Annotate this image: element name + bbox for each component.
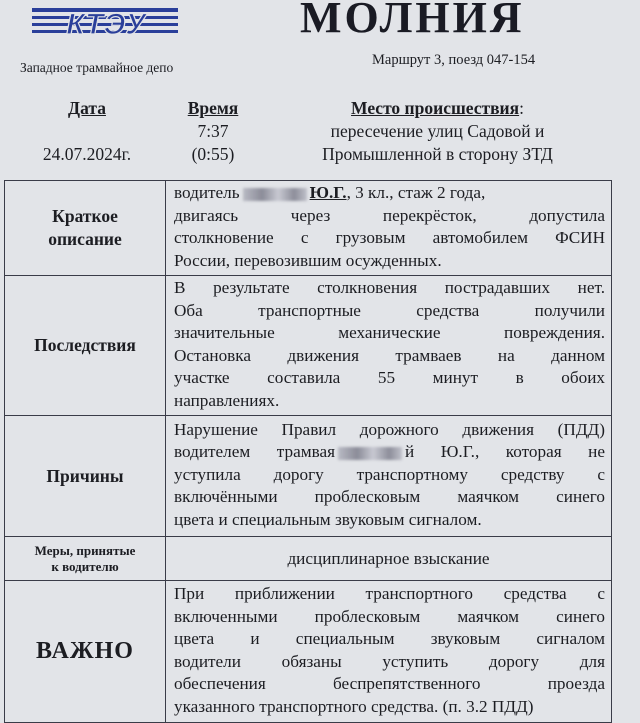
ktu-logo bbox=[30, 4, 180, 40]
route-info: Маршрут 3, поезд 047-154 bbox=[372, 52, 536, 68]
important-label: ВАЖНО bbox=[5, 581, 166, 723]
place-line: Промышленной в сторону ЗТД bbox=[322, 144, 553, 164]
causes-row bbox=[5, 416, 612, 537]
summary-text bbox=[166, 181, 612, 276]
important-line: указанного транспортного средства. (п. 3.2 ПДД) bbox=[174, 696, 534, 716]
causes-line: включёнными проблесковым маячком синего bbox=[174, 487, 605, 507]
summary-line: столкновение с грузовым автомобилем ФСИН bbox=[174, 228, 605, 247]
important-text bbox=[166, 581, 612, 723]
measures-label-line: к водителю bbox=[51, 558, 119, 574]
depot-name: Западное трамвайное депо bbox=[20, 60, 174, 75]
redacted-name-blur bbox=[243, 188, 307, 201]
consequences-label: Последствия bbox=[5, 276, 166, 416]
consequences-line: Оба транспортные средства получили bbox=[174, 300, 605, 320]
causes-label: Причины bbox=[5, 416, 166, 537]
consequences-text bbox=[166, 276, 612, 416]
important-line: включенными проблесковым маячком синего bbox=[174, 606, 605, 626]
summary-line: двигаясь через перекрёсток, допустила bbox=[174, 205, 605, 225]
date-block bbox=[22, 97, 152, 166]
date-label: Дата bbox=[68, 98, 106, 118]
important-row bbox=[5, 581, 612, 723]
important-line: водители обязаны уступить дорогу для bbox=[174, 651, 605, 671]
time-label: Время bbox=[187, 98, 239, 118]
causes-line-redacted bbox=[174, 441, 605, 464]
page-title: МОЛНИЯ bbox=[300, 0, 525, 42]
time-duration: (0:55) bbox=[191, 144, 235, 164]
logo-text: КТЭУ bbox=[66, 8, 146, 40]
ktu-logo-graphic bbox=[30, 4, 180, 40]
important-line: обеспечения беспрепятственного проезда bbox=[174, 674, 605, 693]
causes-line: Нарушение Правил дорожного движения (ПДД) bbox=[174, 419, 605, 439]
incident-table bbox=[4, 180, 612, 723]
measures-text: дисциплинарное взыскание bbox=[166, 537, 612, 581]
causes-pre: водителем трамвая bbox=[174, 442, 336, 462]
important-line: При приближении транспортного средства с bbox=[174, 584, 605, 603]
measures-label-line: Меры, принятые bbox=[34, 542, 136, 558]
causes-post: й Ю.Г., которая не bbox=[405, 442, 605, 462]
summary-line: России, перевозившим осужденных. bbox=[174, 250, 442, 270]
place-block bbox=[270, 97, 605, 166]
consequences-row bbox=[5, 276, 612, 416]
summary-label-line: описание bbox=[48, 229, 122, 249]
measures-row bbox=[5, 537, 612, 581]
causes-text bbox=[166, 416, 612, 537]
consequences-line: В результате столкновения пострадавших нет. bbox=[174, 278, 605, 297]
summary-pre: водитель bbox=[174, 183, 240, 202]
summary-line-first bbox=[174, 182, 605, 205]
place-line: пересечение улиц Садовой и bbox=[330, 121, 545, 141]
causes-line: уступила дорогу транспортному средству с bbox=[174, 464, 605, 484]
consequences-line: значительные механические повреждения. bbox=[174, 323, 605, 342]
time-block bbox=[168, 97, 258, 166]
consequences-line: участке составила 55 минут в обоих bbox=[174, 368, 605, 387]
causes-line: цвета и специальным звуковым сигналом. bbox=[174, 509, 482, 529]
place-label-colon: : bbox=[519, 98, 524, 118]
summary-label-line: Краткое bbox=[52, 206, 118, 226]
date-value: 24.07.2024г. bbox=[42, 144, 132, 164]
driver-initials: Ю.Г. bbox=[309, 183, 347, 202]
place-label: Место происшествия bbox=[351, 98, 520, 118]
summary-row bbox=[5, 181, 612, 276]
redacted-name-blur bbox=[338, 447, 402, 460]
summary-line: , 3 кл., стаж 2 года, bbox=[346, 183, 486, 202]
time-value: 7:37 bbox=[197, 121, 229, 141]
measures-label bbox=[5, 537, 166, 581]
summary-label bbox=[5, 181, 166, 276]
consequences-line: Остановка движения трамваев на данном bbox=[174, 345, 605, 365]
important-line: цвета и специальным звуковым сигналом bbox=[174, 629, 605, 648]
consequences-line: направлениях. bbox=[174, 390, 280, 410]
